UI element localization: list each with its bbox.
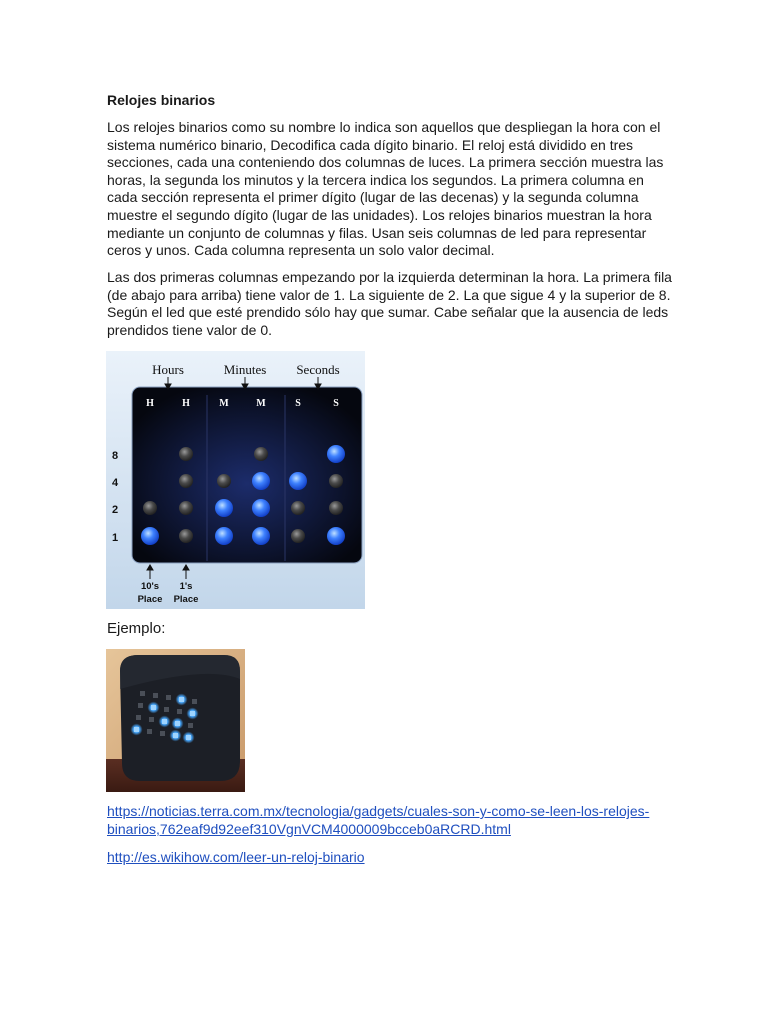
photo-led-lit (173, 733, 178, 738)
led-lit (252, 527, 270, 545)
led-lit (289, 472, 307, 490)
photo-led-lit (186, 735, 191, 740)
section-label-hours: Hours (152, 362, 184, 377)
led-lit (215, 527, 233, 545)
led-unlit (179, 501, 193, 515)
led-unlit (254, 447, 268, 461)
place-label-tens: 10's (140, 581, 160, 592)
binary-clock-diagram (106, 351, 365, 609)
photo-led-unlit (188, 723, 193, 728)
led-lit (215, 499, 233, 517)
photo-led-lit (134, 727, 139, 732)
paragraph-reading: Las dos primeras columnas empezando por la izquierda determinan la hora. La primera fila (de abajo para arriba) tiene valor de 1. La siguiente de 2. La que sigue 4 y la superior de 8. Según el led que esté prendido sólo hay que sumar. Cabe señalar que la ausencia de leds prendidos tiene valor de 0. (107, 269, 672, 338)
place-label-ones: Place (173, 594, 199, 605)
photo-led-lit (162, 719, 167, 724)
led-unlit (291, 501, 305, 515)
document-title: Relojes binarios (107, 92, 216, 108)
photo-led-lit (190, 711, 195, 716)
terra-article-link-continued[interactable]: binarios,762eaf9d92eef310VgnVCM4000009bcceb0aRCRD.html (107, 821, 511, 837)
led-lit (252, 499, 270, 517)
led-lit (141, 527, 159, 545)
row-value-label: 4 (111, 477, 119, 489)
led-lit (327, 527, 345, 545)
photo-led-unlit (166, 695, 171, 700)
section-label-minutes: Minutes (223, 362, 267, 377)
led-lit (327, 445, 345, 463)
photo-led-unlit (192, 699, 197, 704)
column-label: S (295, 398, 301, 409)
photo-led-unlit (136, 715, 141, 720)
column-label: H (182, 398, 190, 409)
column-label: M (219, 398, 229, 409)
photo-led-unlit (164, 707, 169, 712)
column-label: M (256, 398, 266, 409)
row-value-label: 8 (111, 450, 119, 462)
photo-led-lit (151, 705, 156, 710)
led-unlit (291, 529, 305, 543)
led-unlit (179, 529, 193, 543)
led-unlit (217, 474, 231, 488)
place-label-tens: Place (137, 594, 163, 605)
row-value-label: 2 (111, 504, 119, 516)
binary-clock-photo (106, 649, 245, 792)
wikihow-link[interactable]: http://es.wikihow.com/leer-un-reloj-binario (107, 849, 365, 865)
photo-led-unlit (149, 717, 154, 722)
photo-led-unlit (177, 709, 182, 714)
section-label-seconds: Seconds (296, 362, 340, 377)
photo-led-unlit (140, 691, 145, 696)
terra-article-link[interactable]: https://noticias.terra.com.mx/tecnologia/gadgets/cuales-son-y-como-se-leen-los-relojes- (107, 803, 650, 819)
place-label-ones: 1's (179, 581, 193, 592)
led-unlit (179, 447, 193, 461)
photo-led-unlit (138, 703, 143, 708)
led-unlit (329, 474, 343, 488)
photo-led-lit (179, 697, 184, 702)
paragraph-intro: Los relojes binarios como su nombre lo indica son aquellos que despliegan la hora con el sistema numérico binario, Decodifica cada dígito binario. El reloj está dividido en tres secciones, cada una conteniendo dos columnas de luces. La primera sección muestra las horas, la segunda los minutos y la tercera indica los segundos. La primera columna en cada sección representa el primer dígito (lugar de las decenas) y la segunda columna muestre el segundo dígito (lugar de las unidades). Los relojes binarios muestran la hora mediante un conjunto de columnas y filas. Usan seis columnas de led para representar ceros y unos. Cada columna representa un solo valor decimal. (107, 119, 664, 259)
photo-led-unlit (153, 693, 158, 698)
example-label: Ejemplo: (107, 620, 166, 637)
column-label: S (333, 398, 339, 409)
led-unlit (179, 474, 193, 488)
column-label: H (146, 398, 154, 409)
photo-led-unlit (160, 731, 165, 736)
photo-led-unlit (147, 729, 152, 734)
led-lit (252, 472, 270, 490)
row-value-label: 1 (111, 532, 119, 544)
led-unlit (329, 501, 343, 515)
led-unlit (143, 501, 157, 515)
photo-led-lit (175, 721, 180, 726)
